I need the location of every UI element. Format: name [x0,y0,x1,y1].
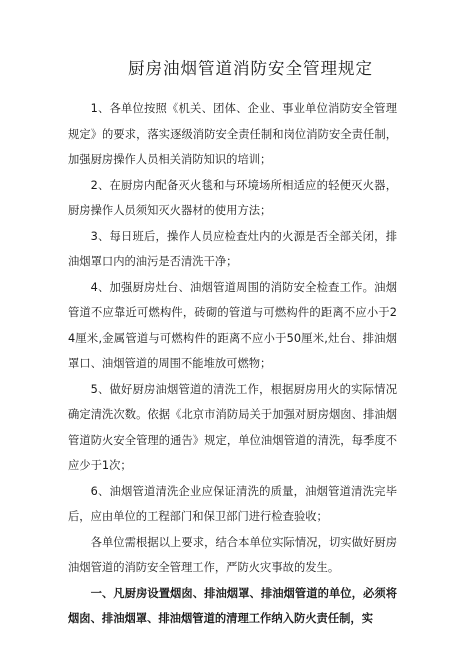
paragraph-2: 2、在厨房内配备灭火毯和与环境场所相适应的轻便灭火器，厨房操作人员须知灭火器材的使用方法； [68,178,397,217]
paragraph-4: 4、加强厨房灶台、油烟管道周围的消防安全检查工作。油烟管道不应靠近可燃构件，砖砌的管道与可燃构件的距离不应小于24厘米,金属管道与可燃构件的距离不应小于50厘米,灶台、排油烟罩口、油烟管道的周围不能堆放可燃物； [68,280,397,370]
paragraph-8-section-heading: 一、凡厨房设置烟囱、排油烟罩、排油烟管道的单位，必须将烟囱、排油烟罩、排油烟管道的清理工作纳入防火责任制，实 [68,586,397,625]
paragraph-3: 3、每日班后，操作人员应检查灶内的火源是否全部关闭，排油烟罩口内的油污是否清洗干净； [68,229,397,268]
document-title: 厨房油烟管道消防安全管理规定 [128,59,373,78]
paragraph-5: 5、做好厨房油烟管道的清洗工作，根据厨房用火的实际情况确定清洗次数。依据《北京市消防局关于加强对厨房烟囱、排油烟管道防火安全管理的通告》规定，单位油烟管道的清洗，每季度不应少于1次； [68,382,397,472]
paragraph-1: 1、各单位按照《机关、团体、企业、事业单位消防安全管理规定》的要求，落实逐级消防安全责任制和岗位消防安全责任制，加强厨房操作人员相关消防知识的培训； [68,102,397,166]
paragraph-6: 6、油烟管道清洗企业应保证清洗的质量，油烟管道清洗完毕后，应由单位的工程部门和保卫部门进行检查验收； [68,484,397,523]
paragraph-7: 各单位需根据以上要求，结合本单位实际情况，切实做好厨房油烟管道的消防安全管理工作，严防火灾事故的发生。 [68,535,397,574]
